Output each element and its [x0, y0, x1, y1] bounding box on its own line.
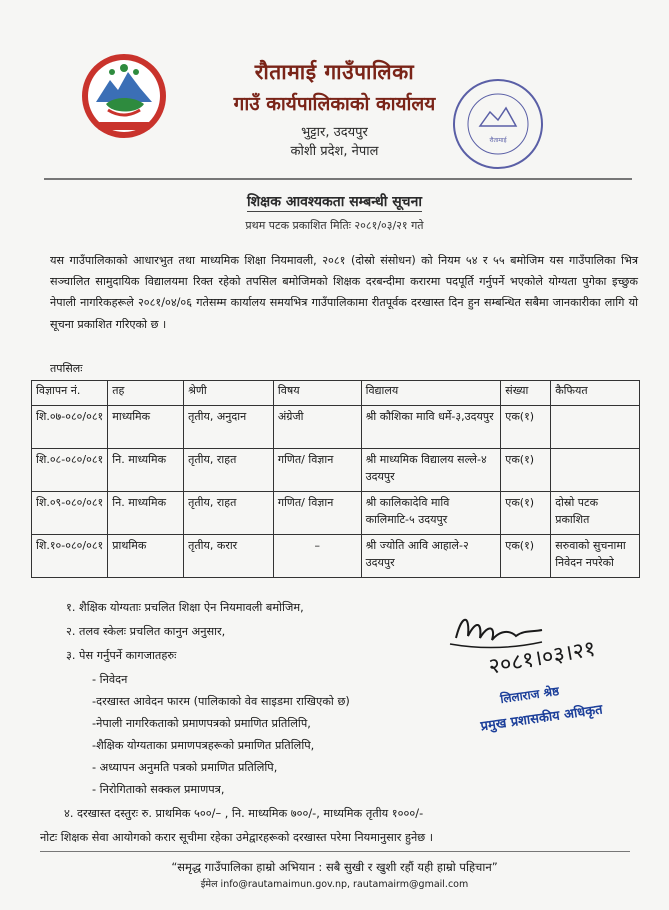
header-subject: विषय	[273, 381, 361, 406]
cell-level: नि. माध्यमिक	[108, 492, 184, 535]
footer-divider	[40, 851, 630, 852]
signatory-name: लिलाराज श्रेष्ठ	[499, 683, 560, 707]
vacancy-table	[31, 380, 640, 578]
footer-motto: “समृद्ध गाउँपालिका हाम्रो अभियान : सबै सुखी र खुशी रहौं यही हाम्रो पहिचान”	[171, 860, 498, 874]
notice-title: शिक्षक आवश्यकता सम्बन्धी सूचना	[247, 194, 422, 210]
header-ad-no: विज्ञापन नं.	[32, 381, 108, 406]
cell-level: प्राथमिक	[108, 535, 184, 578]
published-date: प्रथम पटक प्रकाशित मितिः २०८१/०३/२१ गते	[245, 219, 424, 232]
office-province: कोशी प्रदेश, नेपाल	[290, 144, 379, 159]
notice-body: यस गाउँपालिकाको आधारभुत तथा माध्यमिक शिक्षा नियमावली, २०८१ (दोस्रो संसोधन) को नियम ५४ र ५५ बमोजिम यस गाउँपालिका भित्र सञ्चालित सामुदायिक विद्यालयमा रिक्त रहेको तपसिल बमोजिमको शिक्षक दरबन्दीमा करारमा पदपूर्ति गर्नुपर्ने भएकोले योग्यता पुगेका इच्छुक नेपाली नागरिकहरूले २०८१/०४/०६ गतेसम्म कार्यालय समयभित्र गाउँपालिकामा रीतपूर्वक दरखास्त दिन हुन सम्बन्धित सबैमा जानकारीका लागि यो सूचना प्रकाशित गरिएको छ ।	[50, 254, 638, 331]
cell-remarks: दोस्रो पटक प्रकाशित	[551, 492, 640, 535]
application-fee: ४. दरखास्त दस्तुरः रु. प्राथमिक ५००/– , नि. माध्यमिक ७००/-, माध्यमिक तृतीय १०००/-	[64, 807, 424, 820]
office-location: भुट्टार, उदयपुर	[301, 125, 368, 140]
cell-subject: अंग्रेजी	[273, 406, 361, 449]
svg-text:रौतामाई: रौतामाई	[489, 137, 507, 144]
header-count: संख्या	[501, 381, 551, 406]
cell-grade: तृतीय, अनुदान	[184, 406, 274, 449]
requirement-documents-heading: ३. पेस गर्नुपर्ने कागजातहरुः	[66, 649, 177, 662]
cell-grade: तृतीय, राहत	[184, 492, 274, 535]
cell-school: श्री माध्यमिक विद्यालय सल्ले-४ उदयपुर	[361, 449, 501, 492]
header-remarks: कैफियत	[551, 381, 640, 406]
cell-remarks	[551, 449, 640, 492]
municipality-name: रौतामाई गाउँपालिका	[254, 60, 415, 84]
cell-subject: गणित/ विज्ञान	[273, 492, 361, 535]
cell-grade: तृतीय, करार	[184, 535, 274, 578]
requirement-qualification: १. शैक्षिक योग्यताः प्रचलित शिक्षा ऐन नियमावली बमोजिम,	[66, 601, 304, 614]
cell-count: एक(१)	[501, 406, 551, 449]
cell-level: नि. माध्यमिक	[108, 449, 184, 492]
cell-ad-no: शि.०७-०८०/०८१	[32, 406, 108, 449]
table-row	[32, 492, 640, 535]
cell-school: श्री ज्योति आवि आहाले-२ उदयपुर	[361, 535, 501, 578]
table-row	[32, 535, 640, 578]
cell-subject: गणित/ विज्ञान	[273, 449, 361, 492]
note-text: नोटः शिक्षक सेवा आयोगको करार सूचीमा रहेका उमेद्वारहरूको दरखास्त परेमा नियमानुसार हुनेछ ।	[40, 831, 434, 844]
details-label: तपसिलः	[50, 362, 83, 375]
cell-count: एक(१)	[501, 492, 551, 535]
cell-ad-no: शि.०९-०८०/०८१	[32, 492, 108, 535]
cell-grade: तृतीय, राहत	[184, 449, 274, 492]
document-item: - निवेदन	[92, 673, 128, 686]
cell-count: एक(१)	[501, 449, 551, 492]
signatory-designation: प्रमुख प्रशासकीय अधिकृत	[479, 702, 604, 735]
cell-school: श्री कालिकादेवि मावि कालिमाटि-५ उदयपुर	[361, 492, 501, 535]
header-grade: श्रेणी	[184, 381, 274, 406]
cell-subject: –	[273, 535, 361, 578]
header-level: तह	[108, 381, 184, 406]
table-header-row	[32, 381, 640, 406]
table-row	[32, 449, 640, 492]
document-item: - निरोगिताको सक्कल प्रमाणपत्र,	[92, 783, 225, 796]
document-item: -शैक्षिक योग्यताका प्रमाणपत्रहरूको प्रमाणित प्रतिलिपि,	[92, 739, 315, 752]
requirement-salary: २. तलव स्केलः प्रचलित कानुन अनुसार,	[66, 625, 226, 638]
document-item: -दरखास्त आवेदन फारम (पालिकाको वेव साइडमा राखिएको छ)	[92, 695, 350, 708]
office-seal-icon	[450, 76, 546, 172]
header-divider	[44, 178, 632, 180]
cell-remarks: सरुवाको सुचनामा निवेदन नपरेको	[551, 535, 640, 578]
office-name: गाउँ कार्यपालिकाको कार्यालय	[233, 93, 436, 115]
cell-ad-no: शि.०८-०८०/०८१	[32, 449, 108, 492]
document-item: -नेपाली नागरिकताको प्रमाणपत्रको प्रमाणित प्रतिलिपि,	[92, 717, 311, 730]
cell-school: श्री कौशिका मावि धर्मे-३,उदयपुर	[361, 406, 501, 449]
cell-ad-no: शि.१०-०८०/०८१	[32, 535, 108, 578]
document-item: - अध्यापन अनुमति पत्रको प्रमाणित प्रतिलिपि,	[92, 761, 278, 774]
cell-remarks	[551, 406, 640, 449]
cell-count: एक(१)	[501, 535, 551, 578]
header-school: विद्यालय	[361, 381, 501, 406]
cell-level: माध्यमिक	[108, 406, 184, 449]
svg-text:२०८१।०३।२१: २०८१।०३।२१	[486, 636, 598, 680]
footer-email: ईमेल info@rautamaimun.gov.np, rautamairm@gmail.com	[200, 879, 469, 890]
table-row	[32, 406, 640, 449]
